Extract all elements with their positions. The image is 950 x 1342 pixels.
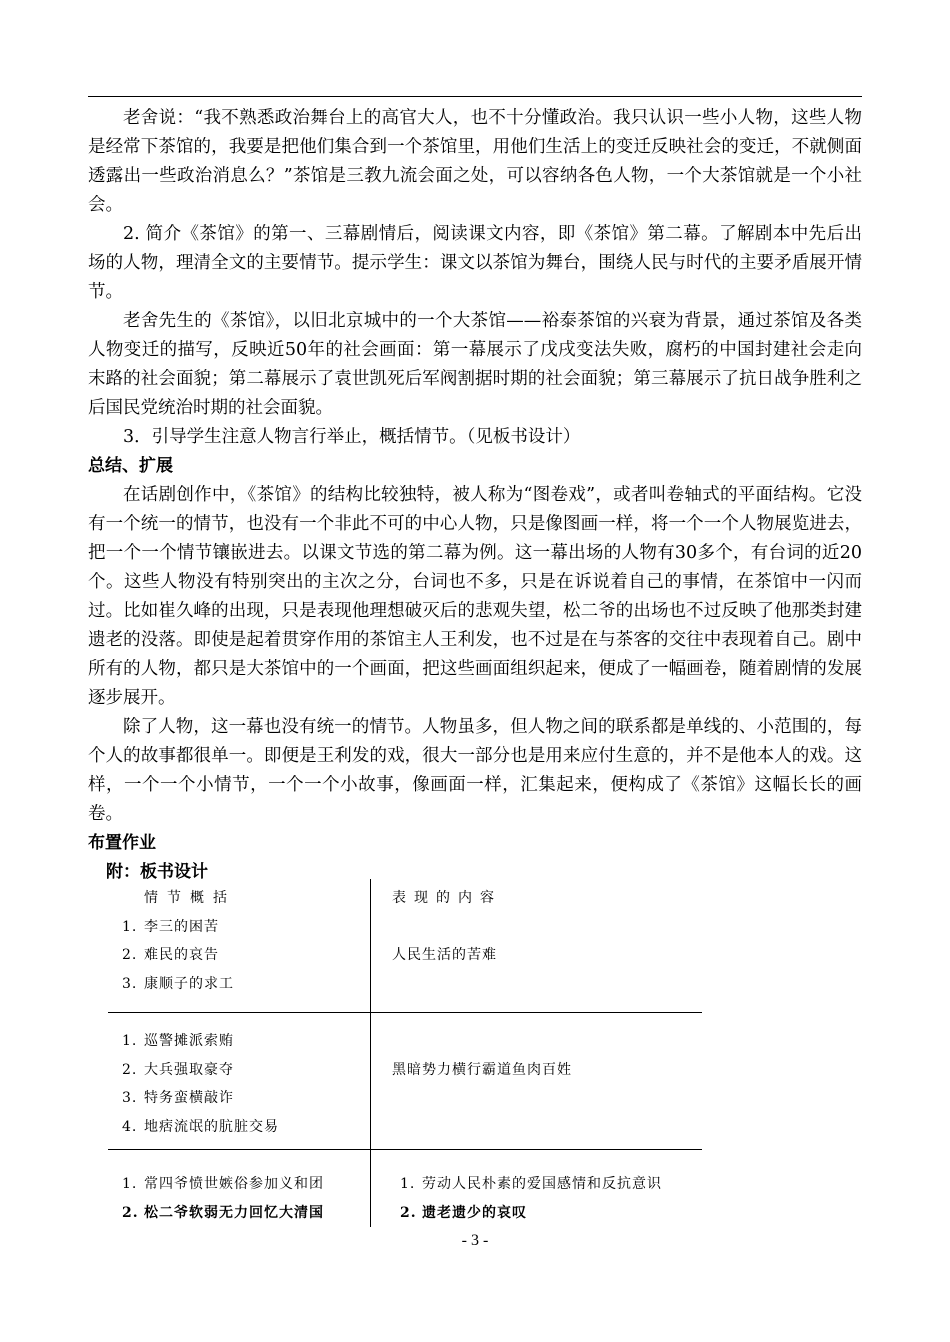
board-col1-header: 情节概括 — [144, 890, 236, 906]
paragraph-step-3: 3．引导学生注意人物言行举止，概括情节。（见板书设计） — [123, 427, 581, 447]
heading-homework: 布置作业 — [88, 833, 156, 853]
paragraph-structure: 在话剧创作中，《茶馆》的结构比较独特，被人称为“图卷戏”，或者叫卷轴式的平面结构。它没有一个统一的情节，也没有一个非此不可的中心人物，只是像图画一样，将一个一个人物展览进去，把一个一个情节镶嵌进去。以课文节选的第二幕为例。这一幕出场的人物有30多个，有台词的近20个。这些人物没有特别突出的主次之分，台词也不多，只是在诉说着自己的事情，在茶馆中一闪而过。比如崔久峰的出现，只是表现他理想破灭后的悲观失望，松二爷的出场也不过反映了他那类封建遗老的没落。即使是起着贯穿作用的茶馆主人王利发，也不过是在与茶客的交往中表现着自己。剧中所有的人物，都只是大茶馆中的一个画面，把这些画面组织起来，便成了一幅画卷，随着剧情的发展逐步展开。 — [88, 485, 862, 708]
board-item: 1. 常四爷愤世嫉俗参加义和团 — [122, 1176, 324, 1192]
board-item: 2. 难民的哀告 — [122, 947, 219, 963]
board-item: 4. 地痞流氓的肮脏交易 — [122, 1119, 279, 1135]
board-item: 3. 特务蛮横敲诈 — [122, 1090, 234, 1106]
board-item: 1. 巡警摊派索贿 — [122, 1033, 234, 1049]
document-body — [88, 104, 862, 887]
paragraph-plot: 除了人物，这一幕也没有统一的情节。人物虽多，但人物之间的联系都是单线的、小范围的，每个人的故事都很单一。即便是王利发的戏，很大一部分也是用来应付生意的，并不是他本人的戏。这样，一个一个小情节，一个一个小故事，像画面一样，汇集起来，便构成了《茶馆》这幅长长的画卷。 — [88, 717, 862, 824]
board-row-divider — [108, 1149, 702, 1150]
board-content: 黑暗势力横行霸道鱼肉百姓 — [392, 1062, 572, 1078]
heading-board-design: 附：板书设计 — [106, 862, 208, 882]
board-content-item: 1. 劳动人民朴素的爱国感情和反抗意识 — [400, 1176, 662, 1192]
board-design-table — [88, 879, 708, 1227]
header-rule — [88, 96, 862, 97]
paragraph-step-2: 2. 简介《茶馆》的第一、三幕剧情后，阅读课文内容，即《茶馆》第二幕。了解剧本中先后出场的人物，理清全文的主要情节。提示学生：课文以茶馆为舞台，围绕人民与时代的主要矛盾展开情节。 — [88, 224, 862, 302]
board-col2-header: 表现的内容 — [392, 890, 502, 906]
board-content: 人民生活的苦难 — [392, 947, 497, 963]
board-item: 1. 李三的困苦 — [122, 919, 219, 935]
board-item: 2. 松二爷软弱无力回忆大清国 — [122, 1205, 324, 1221]
board-item: 3. 康顺子的求工 — [122, 976, 234, 992]
board-row-divider — [108, 1012, 702, 1013]
board-item: 2. 大兵强取豪夺 — [122, 1062, 234, 1078]
heading-summary: 总结、扩展 — [88, 456, 173, 476]
paragraph-laoshe-quote: 老舍说：“我不熟悉政治舞台上的高官大人，也不十分懂政治。我只认识一些小人物，这些人物是经常下茶馆的，我要是把他们集合到一个茶馆里，用他们生活上的变迁反映社会的变迁，不就侧面透露出一些政治消息么？”茶馆是三教九流会面之处，可以容纳各色人物，一个大茶馆就是一个小社会。 — [88, 108, 862, 215]
page-number: - 3 - — [461, 1232, 489, 1249]
board-content-item: 2. 遗老遗少的哀叹 — [400, 1205, 527, 1221]
paragraph-teahouse-intro: 老舍先生的《茶馆》，以旧北京城中的一个大茶馆——裕泰茶馆的兴衰为背景，通过茶馆及各类人物变迁的描写，反映近50年的社会画面：第一幕展示了戊戌变法失败，腐朽的中国封建社会走向末路的社会面貌；第二幕展示了袁世凯死后军阀割据时期的社会面貌；第三幕展示了抗日战争胜利之后国民党统治时期的社会面貌。 — [88, 311, 862, 418]
board-column-divider — [370, 879, 371, 1227]
